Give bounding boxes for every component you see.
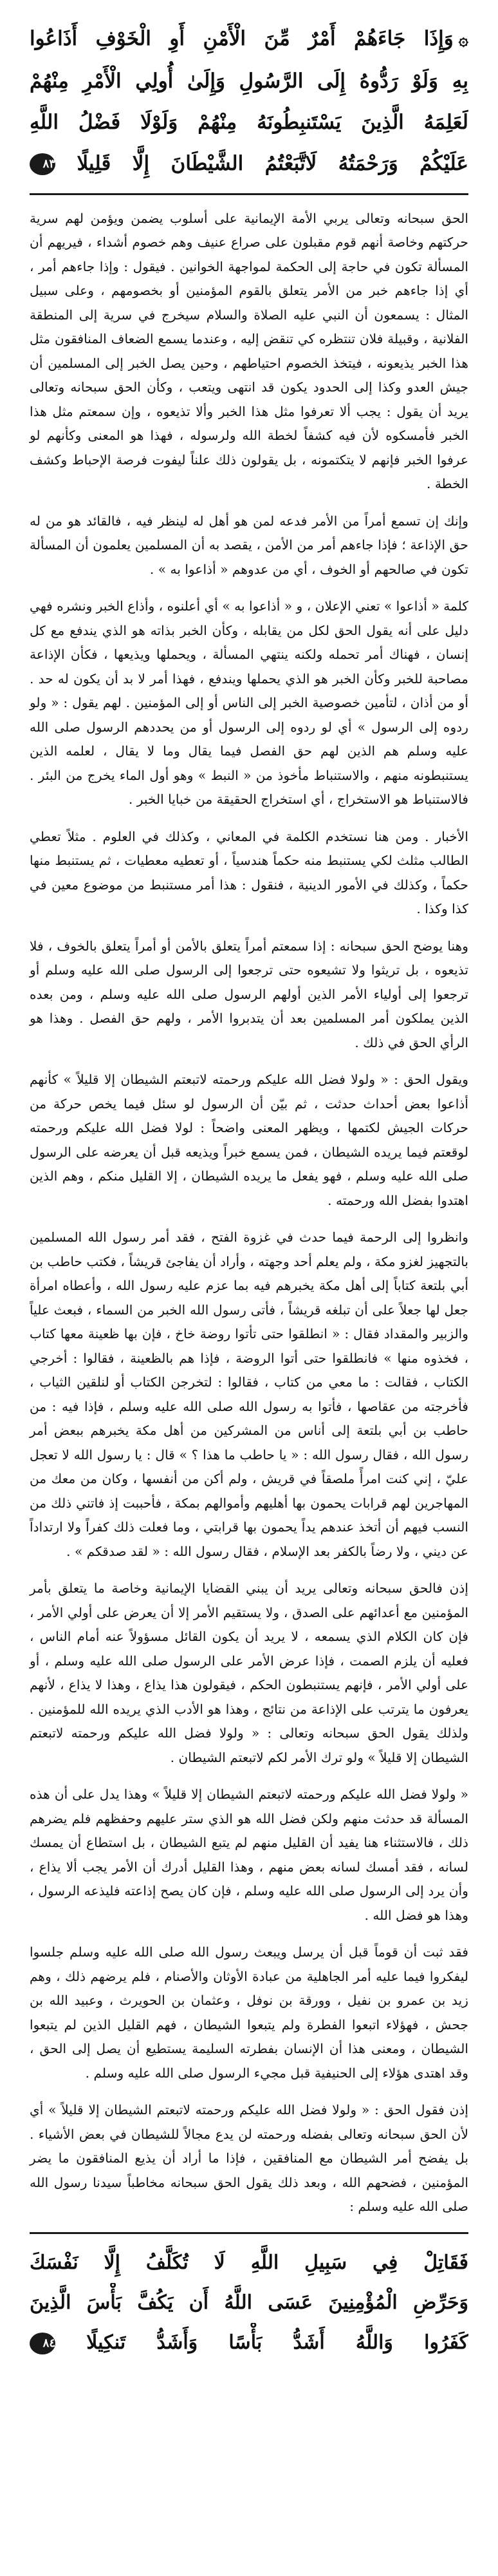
verse-line	[30, 143, 468, 184]
paragraph: إذن فالحق سبحانه وتعالى يريد أن يبني القضايا الإيمانية وخاصة ما يتعلق بأمر المؤمنين مع أعدائهم على الصدق ، ولا يستقيم الأمر إلا أن يعرض على أولي الأمر ، فإن كان الكلام الذي يسمعه ، لا يريد أن يكون القائل مسؤولاً عنه أمام الناس ، فعليه أن يلزم الصمت ، فإذا عرض الأمر على الرسول صلى الله عليه وسلم ، أو على أولي الأمر ، فإنهم يستنبطون الحكم ، فيقولون هذا يذاع ، وهذا لا يذاع ، لأنهم يعرفون ما يترتب على الإذاعة من نتائج ، وهذا هو الأدب الذي يريده الله للمؤمنين . ولذلك يقول الحق سبحانه وتعالى : « ولولا فضل الله عليكم ورحمته لاتبعتم الشيطان إلا قليلاً » ولو ترك الأمر لكم لاتبعتم الشيطان .	[30, 1580, 468, 1765]
ayah-number-marker: ٨٤	[30, 2333, 55, 2354]
paragraph: وانظروا إلى الرحمة فيما حدث في غزوة الفتح ، فقد أمر رسول الله المسلمين بالتجهيز لغزو مكة ، ولم يعلم أحد وجهته ، وأراد أن يفاجئ قريشاً ، فكتب حاطب بن أبي بلتعة كتاباً إلى أهل مكة يخبرهم فيه بما عزم عليه رسول الله ، وأعطاه امرأة جعل لها جعلاً على أن تبلغه قريشاً ، فأتى رسول الله الخبر من السماء ، فبعث علياً والزبير والمقداد فقال : « انطلقوا حتى تأتوا روضة خاخ ، فإن بها ظعينة معها كتاب ، فخذوه منها » فانطلقوا حتى أتوا الروضة ، فإذا هم بالظعينة ، فقالوا : أخرجي الكتاب ، فقالت : ما معي من كتاب ، فقالوا : لتخرجن الكتاب أو لنلقين الثياب ، فأخرجته من عقاصها ، فأتوا به رسول الله صلى الله عليه وسلم ، فإذا فيه : من حاطب بن أبي بلتعة إلى أناس من المشركين من أهل مكة يخبرهم ببعض أمر رسول الله ، فقال رسول الله : « يا حاطب ما هذا ؟ » قال : يا رسول الله لا تعجل عليّ ، إني كنت امرأً ملصقاً في قريش ، ولم أكن من أنفسها ، وكان من معك من المهاجرين لهم قرابات يحمون بها أهليهم وأموالهم بمكة ، فأحببت إذ فاتني ذلك من النسب فيهم أن أتخذ عندهم يداً يحمون بها قرابتي ، وما فعلت ذلك كفراً ولا ارتداداً عن ديني ، ولا رضاً بالكفر بعد الإسلام ، فقال رسول الله : « لقد صدقكم » .	[30, 1229, 468, 1559]
paragraph: وإنك إن تسمع أمراً من الأمر فدعه لمن هو أهل له لينظر فيه ، فالقائد هو من له حق الإذاعة ؛ فإذا جاءهم أمر من الأمن ، يقصد به أن المسلمين يعلمون أن المسألة تكون في صالحهم أو الخوف ، أي من عدوهم « أذاعوا به » .	[30, 513, 468, 577]
verse-line: لَعَلِمَهُ الَّذِينَ يَسْتَنبِطُونَهُ مِنْهُمْ وَلَوْلَا فَضْلُ اللَّهِ	[30, 110, 468, 134]
verse-text: كَفَرُوا وَاللَّهُ أَشَدُّ بَأْسًا وَأَشَدُّ تَنكِيلًا	[86, 2331, 468, 2354]
verse-text: وَإِذَا جَاءَهُمْ أَمْرٌ مِّنَ الْأَمْنِ أَوِ الْخَوْفِ أَذَاعُوا	[30, 27, 454, 50]
verse-line: فَقَاتِلْ فِي سَبِيلِ اللَّهِ لَا تُكَلَّفُ إِلَّا نَفْسَكَ	[30, 2251, 468, 2274]
paragraph: « ولولا فضل الله عليكم ورحمته لاتبعتم الشيطان إلا قليلاً » وهذا يدل على أن هذه المسألة قد حدثت منهم ولكن فضل الله هو الذي ستر عليهم وحفظهم فلم يضرهم ذلك ، فالاستثناء هنا يفيد أن القليل منهم لم يتبع الشيطان ، بل استطاع أن يمسك لسانه ، فقد أمسك لسانه بعض منهم ، وهذا القليل أدرك أن الأمر يجب ألا يذاع ، وأن يرد إلى الرسول صلى الله عليه وسلم ، فإن كان يصح إذاعته فليذعه الرسول ، وهذا هو فضل الله .	[30, 1786, 469, 1923]
ayah-number-marker: ٨٣	[30, 153, 55, 175]
paragraph: ويقول الحق : « ولولا فضل الله عليكم ورحمته لاتبعتم الشيطان إلا قليلاً » كأنهم أذاعوا بعض أحداث حدثت ، ثم بيّن أن الرسول لو سئل فيما يخص حركة من حركات الجيش لكتمها ، ويظهر المعنى واضحاً : لولا فضل الله عليكم ورحمته لوقعتم فيما يريده الشيطان ، فمن يسمع خبراً ويذيعه قبل أن يعرضه على الرسول صلى الله عليه وسلم ، فهو يفعل ما يريده الشيطان ، إلا القليل منكم ، وهم الذين اهتدوا بفضل الله ورحمته .	[30, 1072, 468, 1208]
paragraph: الأخبار . ومن هنا نستخدم الكلمة في المعاني ، وكذلك في العلوم . مثلاً تعطي الطالب مثلث لكي يستنبط منه حكماً هندسياً ، أو تعطيه معطيات ، ثم يستنبط منها حكماً ، وكذلك في الأمور الدينية ، فنقول : هذا أمر مستنبط من موضوع معين في كذا وكذا .	[30, 828, 468, 916]
paragraph: الحق سبحانه وتعالى يربي الأمة الإيمانية على أسلوب يضمن ويؤمن لهم سرية حركتهم وخاصة أنهم قوم مقبلون على صراع عنيف وهم خصوم أشداء ، فيريهم أن المسألة تكون في حاجة إلى الحكمة لمواجهة الخوانين . فيقول : وإذا جاءهم أمر ، أي إذا جاءهم خبر من الأمر يتعلق بالقوم المؤمنين أو بخصومهم ، وعلى سبيل المثال : يسمعون أن النبي عليه الصلاة والسلام سيخرج في سرية إلى المنطقة الفلانية ، وقبيلة فلان تنتظره كي تنقض إليه ، وعندما يسمع الضعاف المنافقون مثل هذا الخبر يذيعونه ، فيتخذ الخصوم احتياطهم ، وحين يصل الخبر إلى المسلمين أن جيش العدو وكذا إلى الحدود يكون قد انتهى ويتعب ، وكأن الحق سبحانه وتعالى يريد أن يقول : يجب ألا تعرفوا مثل هذا الخبر وألا تذيعوه ، وإن سمعتم مثل هذا الخبر فأمسكوه لأن فيه كشفاً لخطة الله ولرسوله ، فهذا هو المعنى وكأنهم لو عرفوا الخبر فإنهم لا يتكتمونه ، بل يقولون ذلك علناً ليفوت فرصة الإحباط وكشف الخطة .	[30, 210, 468, 491]
verse-line: بِهِ وَلَوْ رَدُّوهُ إِلَى الرَّسُولِ وَإِلَىٰ أُولِي الْأَمْرِ مِنْهُمْ	[30, 69, 468, 93]
verse-line: وَحَرِّضِ الْمُؤْمِنِينَ عَسَى اللَّهُ أَن يَكُفَّ بَأْسَ الَّذِينَ	[30, 2291, 468, 2314]
paragraph: فقد ثبت أن قوماً قبل أن يرسل ويبعث رسول الله صلى الله عليه وسلم جلسوا ليفكروا فيما عليه أمر الجاهلية من عبادة الأوثان والأصنام ، فلم يرضهم ذلك ، وهم زيد بن عمرو بن نفيل ، وورقة بن نوفل ، وعثمان بن الحويرث ، وعبيد الله بن جحش ، فهؤلاء اتبعوا الفطرة ولم يتبعوا الشيطان ، فهم القليل الذين لم يتبعوا الشيطان ، ومعنى هذا أن الإنسان بفطرته السليمة يستطيع أن يصل إلى الحق ، وقد اهتدى هؤلاء إلى الحنيفية قبل مجيء الرسول صلى الله عليه وسلم .	[30, 1944, 468, 2081]
commentary	[30, 207, 468, 2219]
verse-line	[30, 18, 468, 61]
verse-text: عَلَيْكُمْ وَرَحْمَتُهُ لَاتَّبَعْتُمُ الشَّيْطَانَ إِلَّا قَلِيلًا	[77, 151, 468, 175]
paragraph: وهنا يوضح الحق سبحانه : إذا سمعتم أمراً يتعلق بالأمن أو أمراً يتعلق بالخوف ، فلا تذيعوه ، بل تريثوا ولا تشيعوه حتى ترجعوا إلى الرسول صلى الله عليه وسلم أو ترجعوا إلى أولياء الأمر الذين أولهم الرسول صلى الله عليه وسلم ، ومن بعده الذين يملكون أمر المسلمين بعد أن يتدبروا الأمر ، ولهم حق الفصل . وهذا هو الرأي الحق في ذلك .	[30, 938, 468, 1050]
ornament-icon: ۞	[458, 30, 468, 50]
paragraph: إذن فقول الحق : « ولولا فضل الله عليكم ورحمته لاتبعتم الشيطان إلا قليلاً » أي لأن الحق سبحانه وتعالى بفضله ورحمته لن يدع مجالاً للشيطان في بعض الأشياء . بل يفضح أمر الشيطان مع المنافقين ، فإذا ما أراد أن يذيع المنافقون ما يضر المؤمنين ، فضحهم الله ، وبعد ذلك يقول الحق سبحانه مخاطباً سيدنا رسول الله صلى الله عليه وسلم :	[30, 2102, 468, 2214]
paragraph: كلمة « أذاعوا » تعني الإعلان ، و « أذاعوا به » أي أعلنوه ، وأذاع الخبر ونشره فهي دليل على أنه يقول الحق لكل من يقابله ، وكأن الخبر بذاته هو الذي يندفع مع كل إنسان ، فهناك أمر تحمله ولكنه ينتهي المسألة ، ويحملها ويذيعها ، فكأن الإذاعة مصاحبة للخبر وكأن الخبر هو الذي يحملها ويندفع ، فهذا أمر لا بد أن يكون له حد . أو من أذان ، لتأمين خصوصية الخبر إلى الناس أو إلى المؤمنين . لهم يقول : « ولو ردوه إلى الرسول » أي لو ردوه إلى الرسول أو من يحددهم الرسول صلى الله عليه وسلم هم الذين لهم حق الفصل فيما يقال وما لا يقال ، لعلمه الذين يستنبطونه منهم ، والاستنباط مأخوذ من « النبط » وهو أول الماء يخرج من البئر . فالاستنباط هو الاستخراج ، أي استخراج الحقيقة من خبايا الخبر .	[30, 598, 468, 807]
verse-line	[30, 2323, 468, 2363]
bottom-verse-block	[30, 2232, 468, 2363]
top-verse-block	[30, 18, 468, 195]
